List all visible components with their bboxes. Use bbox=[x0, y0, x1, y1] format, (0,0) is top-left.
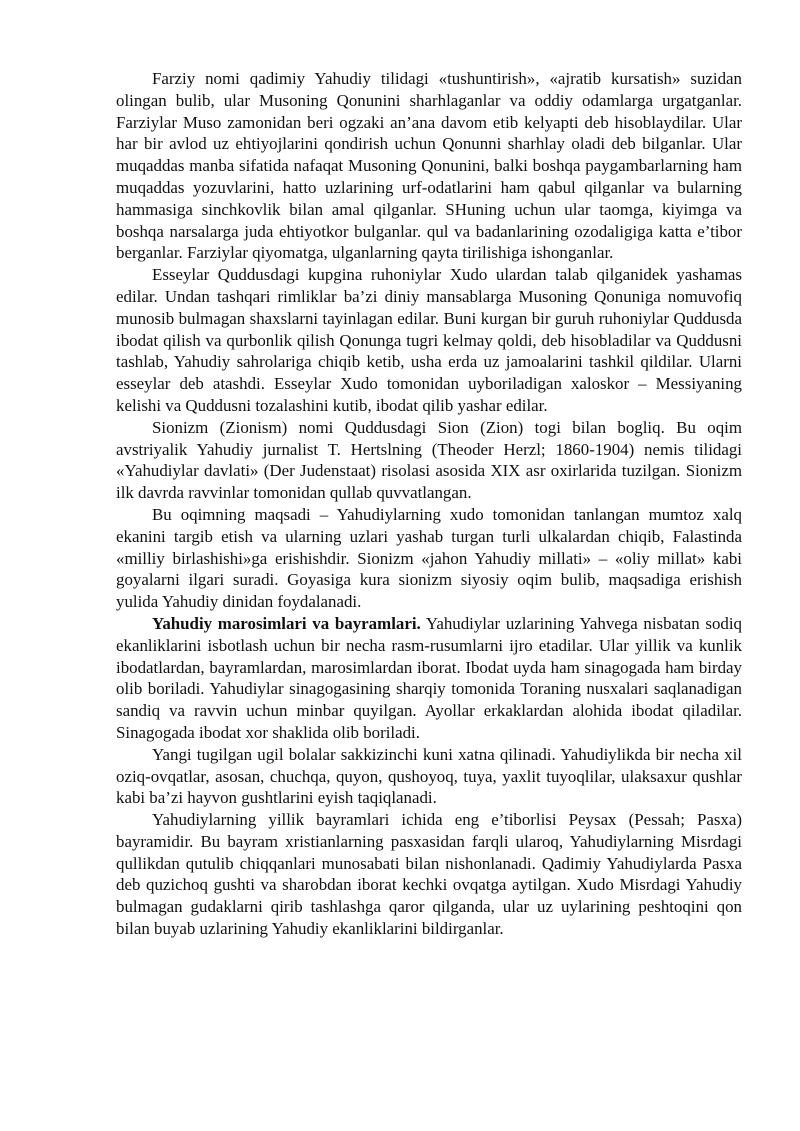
paragraph-text: Yahudiylar uzlarining Yahvega nisbatan sodiq ekanliklarini isbotlash uchun bir necha rasm-rusumlarni ijro etadilar. Ular yillik va kunlik ibodatlardan, bayramlardan, marosimlardan iborat. Ibodat uyda ham sinagogada ham birday olib boriladi. Yahudiylar sinagogasining sharqiy tomonida Toraning nusxalari saqlanadigan sandiq va ravvin uchun minbar quyilgan. Ayollar erkaklardan alohida ibodat qiladilar. Sinagogada ibodat xor shaklida olib boriladi. bbox=[116, 613, 742, 742]
paragraph-sionizm bbox=[116, 417, 742, 504]
paragraph-marosimlar bbox=[116, 613, 742, 744]
paragraph-text: Esseylar Quddusdagi kupgina ruhoniylar Xudo ulardan talab qilganidek yashamas edilar. Undan tashqari rimliklar ba’zi diniy mansablarga Musoning Qonuniga nomuvofiq munosib bulmagan shaxslarni tayinlagan edilar. Buni kurgan bir guruh ruhoniylar Quddusda ibodat qilish va qurbonlik qilish Qonunga tugri kelmay qoldi, deb hisobladilar va Quddusni tashlab, Yahudiy sahrolariga chiqib ketib, usha erda uz jamoalarini tashkil qildilar. Ularni esseylar deb atashdi. Esseylar Xudo tomonidan uyboriladigan xaloskor – Messiyaning kelishi va Quddusni tozalashini kutib, ibodat qilib yashar edilar. bbox=[116, 265, 742, 415]
paragraph-text: Farziy nomi qadimiy Yahudiy tilidagi «tushuntirish», «ajratib kursatish» suzidan olingan bulib, ular Musoning Qonunini sharhlaganlar va oddiy odamlarga urgatganlar. Farziylar Muso zamonidan beri ogzaki an’ana davom etib kelyapti deb hisoblaydilar. Ular har bir avlod uz ehtiyojlarini qondirish uchun Qonunni sharhlay oladi deb bilganlar. Ular muqaddas manba sifatida nafaqat Musoning Qonunini, balki boshqa paygambarlarning ham muqaddas yozuvlarini, hatto uzlarining urf-odatlarini ham qabul qilganlar va bularning hammasiga sinchkovlik bilan amal qilganlar. SHuning uchun ular taomga, kiyimga va boshqa narsalarga juda ehtiyotkor bulganlar. qul va badanlarining ozodaligiga katta e’tibor berganlar. Farziylar qiyomatga, ulganlarning qayta tirilishiga ishonganlar. bbox=[116, 69, 742, 263]
section-heading: Yahudiy marosimlari va bayramlari. bbox=[152, 613, 421, 633]
paragraph-sionizm-maqsadi bbox=[116, 504, 742, 613]
paragraph-text: Yahudiylarning yillik bayramlari ichida eng e’tiborlisi Peysax (Pessah; Pasxa) bayramidir. Bu bayram xristianlarning pasxasidan farqli ularoq, Yahudiylarning Misrdagi qullikdan qutulib chiqqanlari munosabati bilan nishonlanadi. Qadimiy Yahudiylarda Pasxa deb quzichoq gushti va sharobdan iborat kechki ovqatga aytilgan. Xudo Misrdagi Yahudiy bulmagan gudaklarni qirib tashlashga qaror qilganda, ular uz uylarining peshtoqini qon bilan buyab uzlarining Yahudiy ekanliklarini bildirganlar. bbox=[116, 810, 742, 939]
paragraph-esseylar bbox=[116, 264, 742, 417]
paragraph-text: Sionizm (Zionism) nomi Quddusdagi Sion (Zion) togi bilan bogliq. Bu oqim avstriyalik Yahudiy jurnalist T. Hertslning (Theoder Herzl; 1860-1904) nemis tilidagi «Yahudiylar davlati» (Der Judenstaat) risolasi asosida XIX asr oxirlarida tuzilgan. Sionizm ilk davrda ravvinlar tomonidan qullab quvvatlangan. bbox=[116, 417, 742, 503]
paragraph-peysax bbox=[116, 809, 742, 940]
paragraph-farziylar bbox=[116, 68, 742, 264]
paragraph-xatna bbox=[116, 744, 742, 809]
paragraph-text: Bu oqimning maqsadi – Yahudiylarning xudo tomonidan tanlangan mumtoz xalq ekanini targib etish va ularning uzlari yashab turgan turli ulkalardan chiqib, Falastinda «milliy birlashishi»ga erishishdir. Sionizm «jahon Yahudiy millati» – «oliy millat» kabi goyalarni ilgari suradi. Goyasiga kura sionizm siyosiy oqim bulib, maqsadiga erishish yulida Yahudiy dinidan foydalanadi. bbox=[116, 504, 742, 612]
document-page bbox=[116, 68, 742, 940]
paragraph-text: Yangi tugilgan ugil bolalar sakkizinchi kuni xatna qilinadi. Yahudiylikda bir necha xil oziq-ovqatlar, asosan, chuchqa, quyon, qushoyoq, tuya, yaxlit tuyoqlilar, ulaksaxur qushlar kabi ba’zi hayvon gushtlarini eyish taqiqlanadi. bbox=[116, 744, 742, 808]
